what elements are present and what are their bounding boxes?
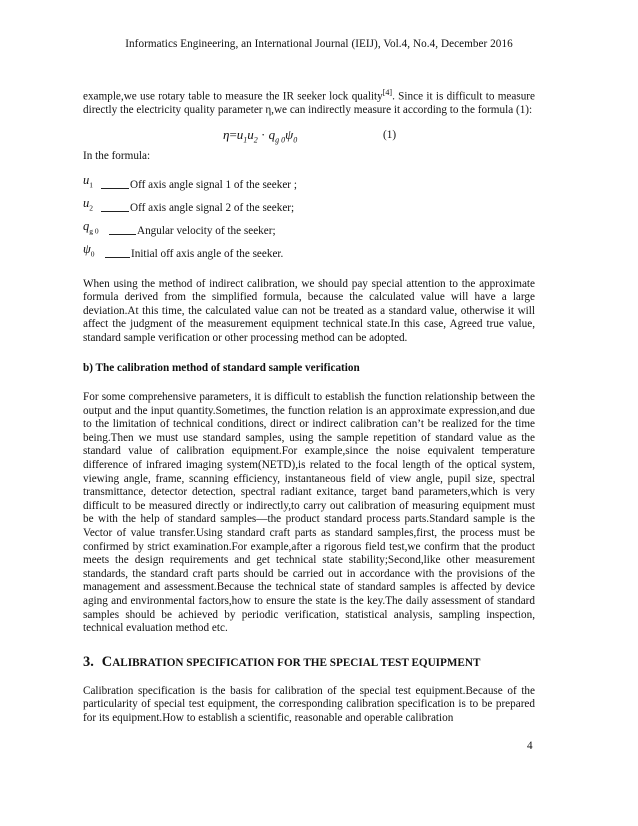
intro-text: example,we use rotary table to measure the IR seeker lock quality <box>83 90 383 103</box>
intro-text-cont: . Since it is difficult to measure directly the electricity quality parameter η,we can indirectly measure it according to the formula (1): <box>83 90 535 117</box>
in-formula-label: In the formula: <box>83 149 151 162</box>
formula-u2-sub: 2 <box>253 135 258 145</box>
definition-symbol: $\psi_0$ <box>83 242 95 259</box>
body-content <box>83 86 535 726</box>
running-header: Informatics Engineering, an International Journal (IEIJ), Vol.4, No.4, December 2016 <box>125 38 513 50</box>
formula-dot: · <box>257 126 269 142</box>
definition-symbol: $u_2$ <box>83 196 93 213</box>
definition-text: Angular velocity of the seeker; <box>137 224 276 237</box>
definition-text: Off axis angle signal 2 of the seeker; <box>130 201 295 214</box>
formula-q: q <box>268 126 276 142</box>
definition-item <box>83 170 535 193</box>
formula-q-sub: g 0 <box>275 135 286 145</box>
formula-equals: = <box>229 126 237 142</box>
definition-list <box>83 170 535 262</box>
section-title: ALIBRATION SPECIFICATION FOR THE SPECIAL TEST EQUIPMENT <box>112 656 481 669</box>
em-dash-line <box>109 234 136 235</box>
em-dash-line <box>105 257 130 258</box>
citation-ref: [4] <box>382 88 393 97</box>
indirect-calibration-paragraph: When using the method of indirect calibration, we should pay special attention to the approximate formula derived from the simplified formula, because the calculated value will have a large deviation.At this time, the calculated value can not be treated as a standard value, otherwise it will affect the judgment of the measurement equipment technical state.In this case, Agreed true value, standard sample verification or other processing method can be adopted. <box>83 277 535 344</box>
page-number: 4 <box>527 740 533 752</box>
formula-eta: η <box>223 126 230 142</box>
formula-u1-sub: 1 <box>243 135 248 145</box>
formula-psi: ψ <box>285 126 294 142</box>
definition-text: Initial off axis angle of the seeker. <box>131 247 284 260</box>
em-dash-line <box>101 211 129 212</box>
formula-u2: u <box>247 126 254 142</box>
standard-sample-paragraph: For some comprehensive parameters, it is difficult to establish the function relationship between the output and the input quantity.Sometimes, the function relation is an approximate expression,and due to the limitation of technical conditions, direct or indirect calibration can’t be realized for the time being.Then we must use standard samples, using the sample repetition of standard value as the standard value of calibration equipment.For example,since the noise equivalent temperature difference of infrared imaging system(NETD),is related to the focal length of the optical system, viewing angle, frame, scanning efficiency, instantaneous field of view angle, pupil size, spectral transmittance, detector detection, spectral radiant exitance, target band parameters,which is very difficult to be measured directly or indirectly,to carry out calibration of measuring equipment must be with the help of standard samples—the product standard process parts.Standard sample is the Vector of value transfer.Using standard craft parts as standard samples,first, the process must be confirmed by strict examination.For example,after a rigorous field test,we confirm that the product meets the design requirements and get technical state stability;Second,like other measurement standards, the standard craft parts should be carried out in accordance with the provisions of the management and assessment.Because the technical state of standard samples is affected by device aging and environmental factors,how to ensure the state is the key.The daily assessment of standard samples should be achieved by periodic verification, statistical analysis, sampling inspection, technical evaluation method etc. <box>83 391 535 635</box>
formula-row <box>83 122 535 148</box>
calibration-spec-paragraph: Calibration specification is the basis for calibration of the special test equipment.Because of the particularity of special test equipment, the corresponding calibration specification is to be prepared for its equipment.How to establish a scientific, reasonable and operable calibration <box>83 684 535 724</box>
definition-symbol: $u_1$ <box>83 173 93 190</box>
section-number: 3. <box>83 653 94 670</box>
formula-1 <box>223 128 297 147</box>
equation-number: (1) <box>383 128 397 141</box>
subsection-heading: b) The calibration method of standard sample verification <box>83 362 360 375</box>
definition-symbol: $q_{g 0}$ <box>83 219 99 236</box>
definition-item <box>83 193 535 216</box>
definition-item <box>83 216 535 239</box>
formula-u1: u <box>236 126 244 142</box>
section-title-initial: C <box>101 653 113 670</box>
definition-text: Off axis angle signal 1 of the seeker ; <box>130 178 297 191</box>
section-heading <box>83 654 535 671</box>
definition-item <box>83 239 535 262</box>
em-dash-line <box>101 188 129 189</box>
intro-paragraph <box>83 86 535 118</box>
formula-psi-sub: 0 <box>293 135 298 145</box>
